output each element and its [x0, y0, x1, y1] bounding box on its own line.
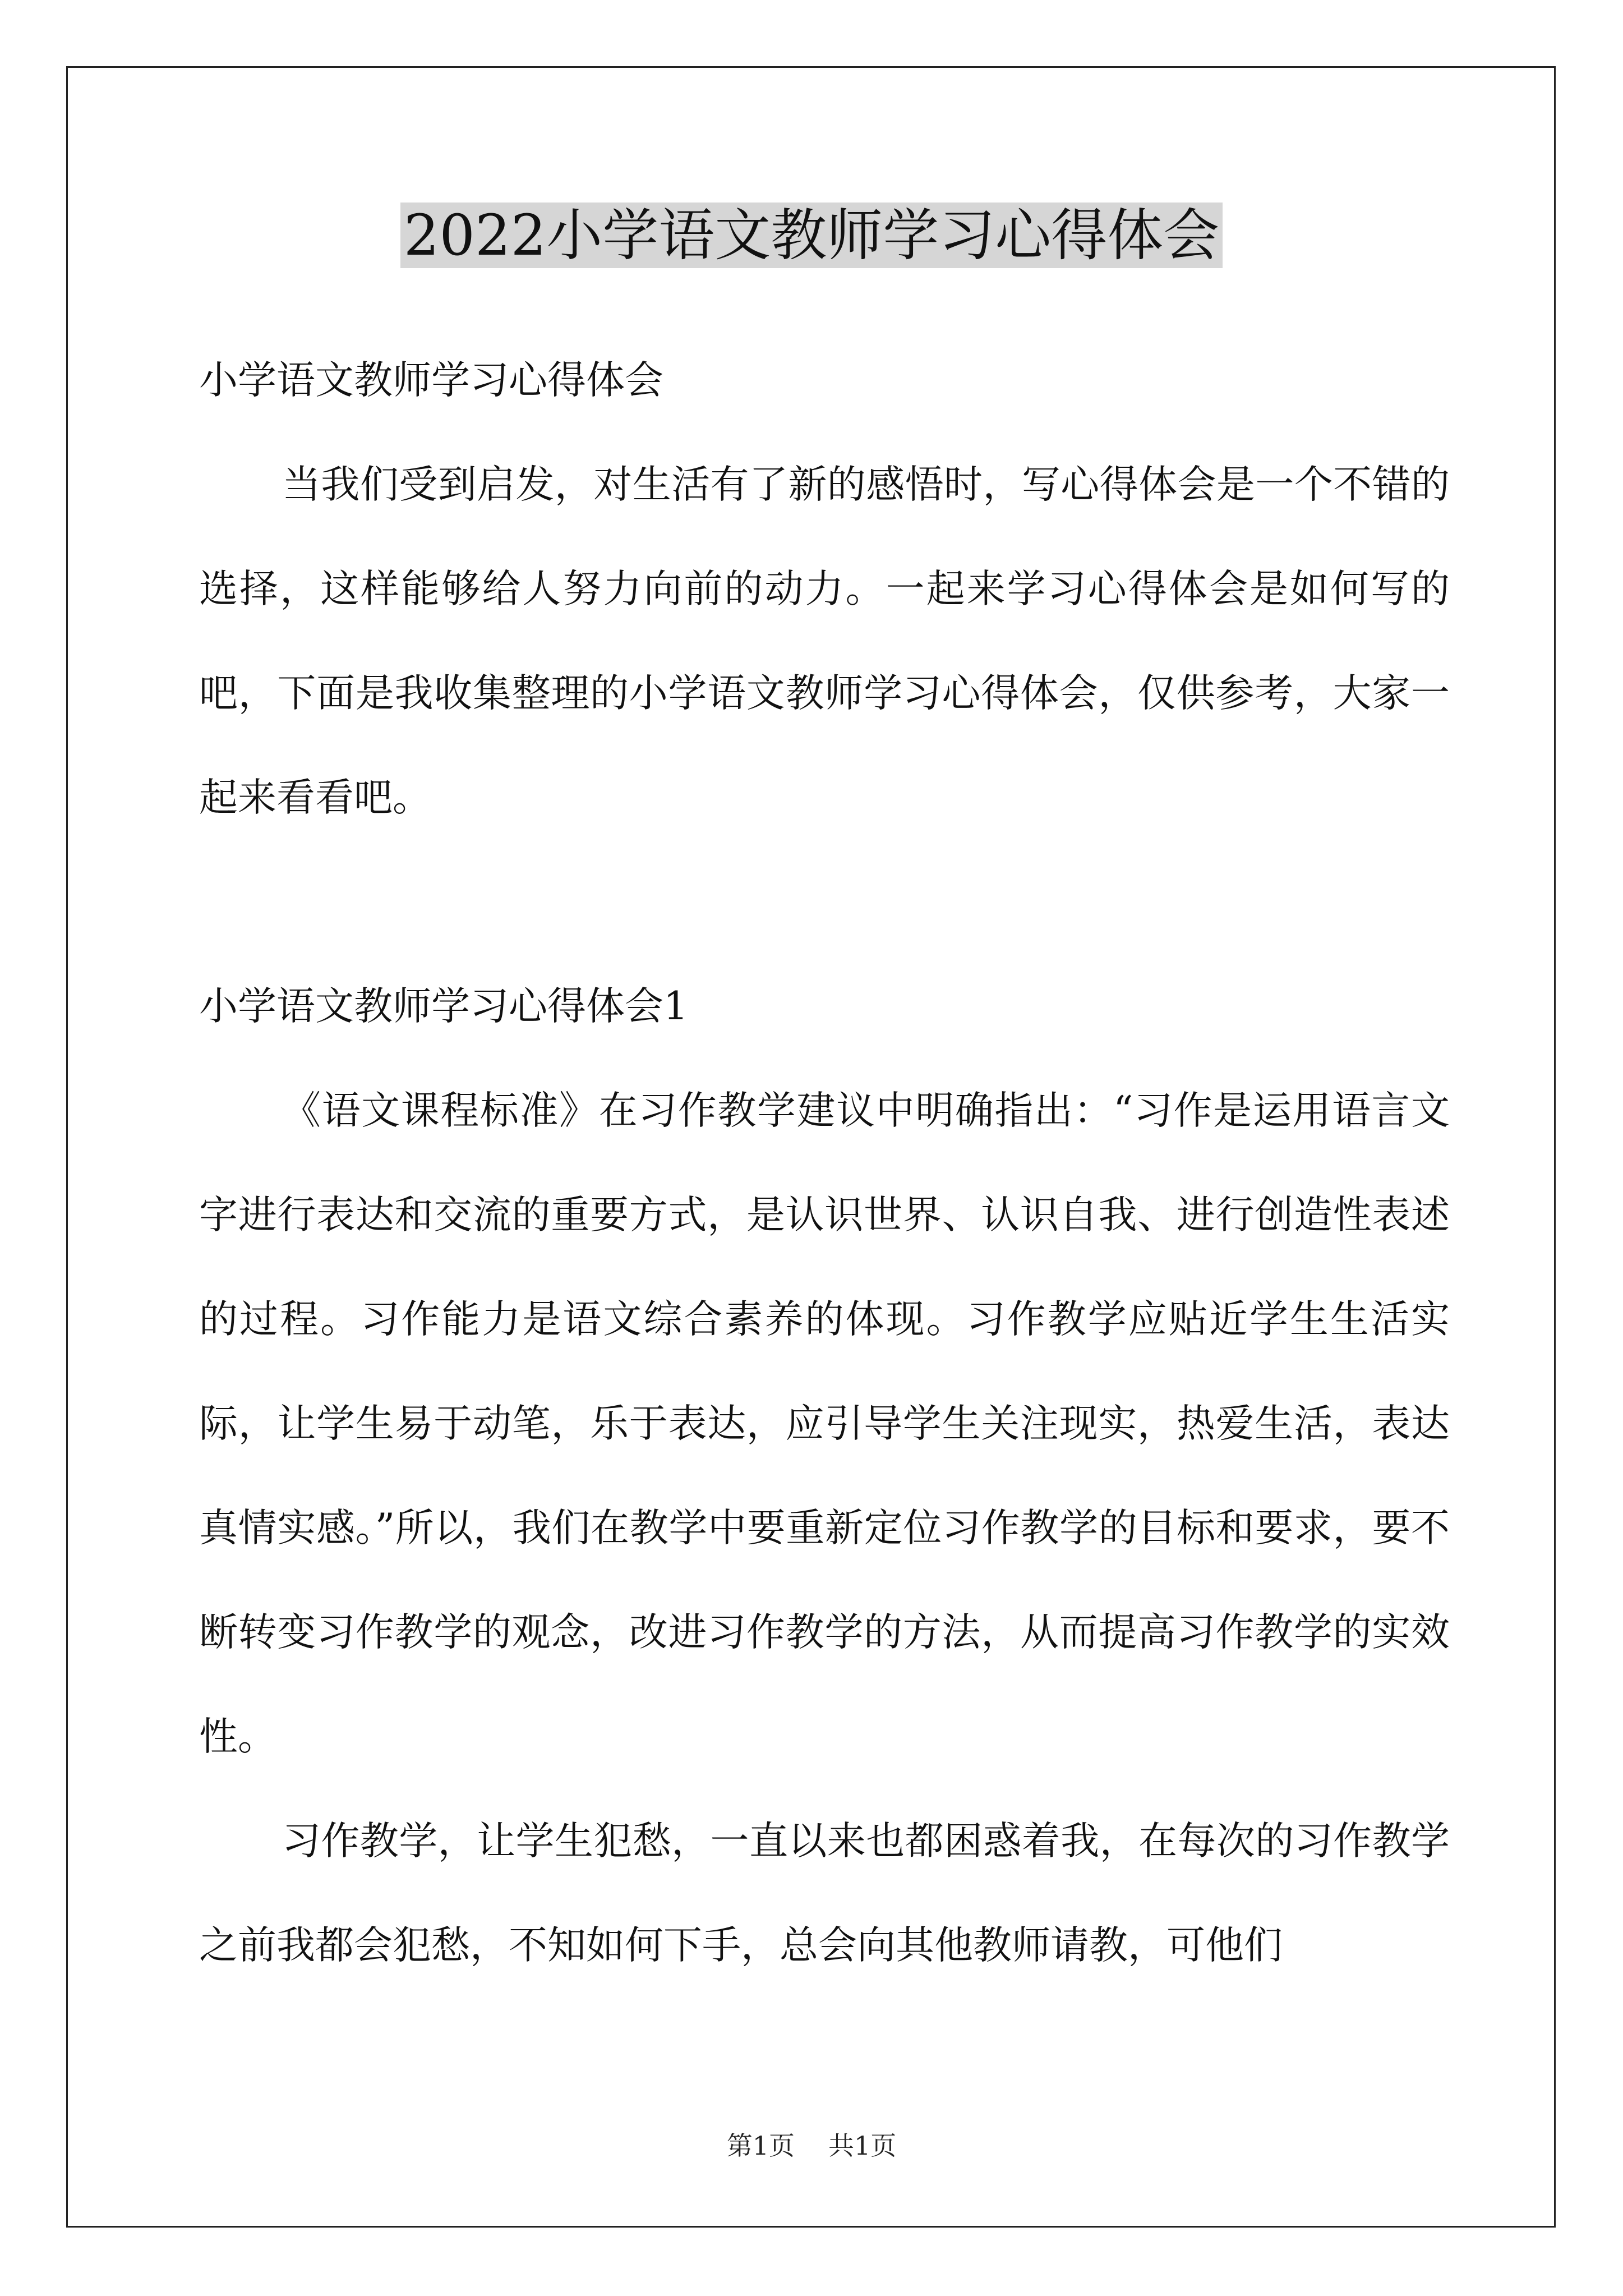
body-paragraph: 习作教学，让学生犯愁，一直以来也都困惑着我，在每次的习作教学之前我都会犯愁，不知如何下手，总会向其他教师请教，可他们 — [199, 1819, 1450, 1968]
document-subtitle: 小学语文教师学习心得体会 — [199, 358, 663, 403]
body-paragraph: 《语文课程标准》在习作教学建议中明确指出：“习作是运用语言文字进行表达和交流的重要方式，是认识世界、认识自我、进行创造性表述的过程。习作能力是语文综合素养的体现。习作教学应贴近学生生活实际，让学生易于动笔，乐于表达，应引导学生关注现实，热爱生活，表达真情实感。”所以，我们在教学中要重新定位习作教学的目标和要求，要不断转变习作教学的观念，改进习作教学的方法，从而提高习作教学的实效性。 — [199, 1088, 1450, 1759]
intro-paragraph: 当我们受到启发，对生活有了新的感悟时，写心得体会是一个不错的选择，这样能够给人努力向前的动力。一起来学习心得体会是如何写的吧，下面是我收集整理的小学语文教师学习心得体会，仅供参考，大家一起来看看吧。 — [199, 462, 1450, 820]
page-footer — [0, 2129, 1623, 2162]
section-spacer — [199, 850, 1450, 954]
document-title — [0, 196, 1623, 275]
document-title-text: 2022小学语文教师学习心得体会 — [400, 203, 1223, 268]
document-body — [199, 328, 1450, 1998]
page-number: 第1页 — [726, 2131, 795, 2161]
page-total: 共1页 — [828, 2131, 897, 2161]
section-heading: 小学语文教师学习心得体会1 — [199, 984, 688, 1029]
